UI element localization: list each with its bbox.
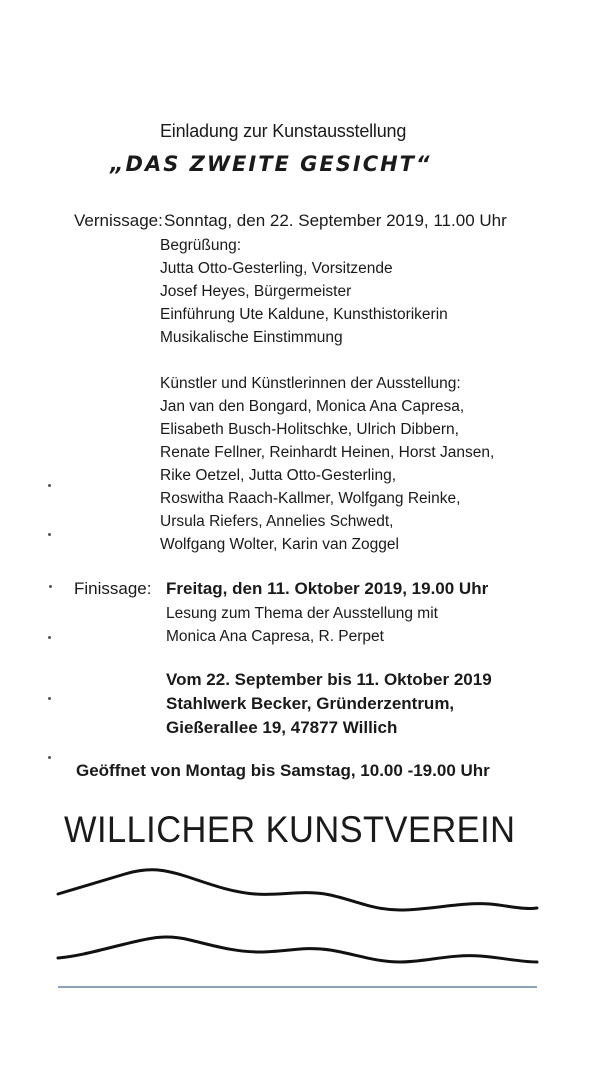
scan-speck — [48, 636, 51, 639]
artist-line: Elisabeth Busch-Holitschke, Ulrich Dibbern, — [160, 421, 459, 438]
upper-wave-line — [58, 870, 537, 910]
program-line: Josef Heyes, Bürgermeister — [160, 283, 352, 300]
artist-line: Renate Fellner, Reinhardt Heinen, Horst Jansen, — [160, 444, 495, 461]
finissage-label: Finissage: — [74, 579, 152, 598]
vernissage-date: Sonntag, den 22. September 2019, 11.00 Uhr — [164, 211, 507, 230]
invitation-intro: Einladung zur Kunstausstellung — [160, 121, 407, 141]
artists-heading: Künstler und Künstlerinnen der Ausstellung: — [160, 375, 461, 392]
lower-wave-line — [58, 937, 537, 962]
exhibition-period: Vom 22. September bis 11. Oktober 2019 — [166, 670, 492, 689]
venue-address: Gießerallee 19, 47877 Willich — [166, 718, 398, 737]
program-line: Musikalische Einstimmung — [160, 329, 343, 346]
finissage-program — [166, 602, 438, 648]
program-line: Jutta Otto-Gesterling, Vorsitzende — [160, 260, 393, 277]
artist-line: Jan van den Bongard, Monica Ana Capresa, — [160, 398, 465, 415]
vernissage-label: Vernissage: — [74, 211, 163, 230]
opening-hours: Geöffnet von Montag bis Samstag, 10.00 -19.00 Uhr — [76, 761, 490, 780]
artist-line: Rike Oetzel, Jutta Otto-Gesterling, — [160, 467, 397, 484]
scan-speck — [49, 585, 52, 588]
finissage-date: Freitag, den 11. Oktober 2019, 19.00 Uhr — [166, 579, 489, 598]
organizer-name: WILLICHER KUNSTVEREIN — [64, 809, 516, 850]
program-line: Monica Ana Capresa, R. Perpet — [166, 628, 384, 645]
venue-info — [166, 668, 492, 740]
exhibition-title: „DAS ZWEITE GESICHT“ — [110, 152, 432, 176]
program-line: Begrüßung: — [160, 237, 241, 254]
venue-place: Stahlwerk Becker, Gründerzentrum, — [166, 694, 455, 713]
scan-speck — [48, 756, 51, 759]
artist-line: Ursula Riefers, Annelies Schwedt, — [160, 513, 394, 530]
program-line: Lesung zum Thema der Ausstellung mit — [166, 605, 438, 622]
scan-speck — [48, 533, 51, 536]
program-line: Einführung Ute Kaldune, Kunsthistorikerin — [160, 306, 448, 323]
artist-line: Roswitha Raach-Kallmer, Wolfgang Reinke, — [160, 490, 461, 507]
artist-line: Wolfgang Wolter, Karin van Zoggel — [160, 536, 399, 553]
scan-speck — [48, 697, 51, 700]
artists-list — [160, 372, 494, 556]
vernissage-program — [160, 234, 448, 349]
scan-speck — [48, 484, 51, 487]
wave-logo — [0, 850, 600, 990]
